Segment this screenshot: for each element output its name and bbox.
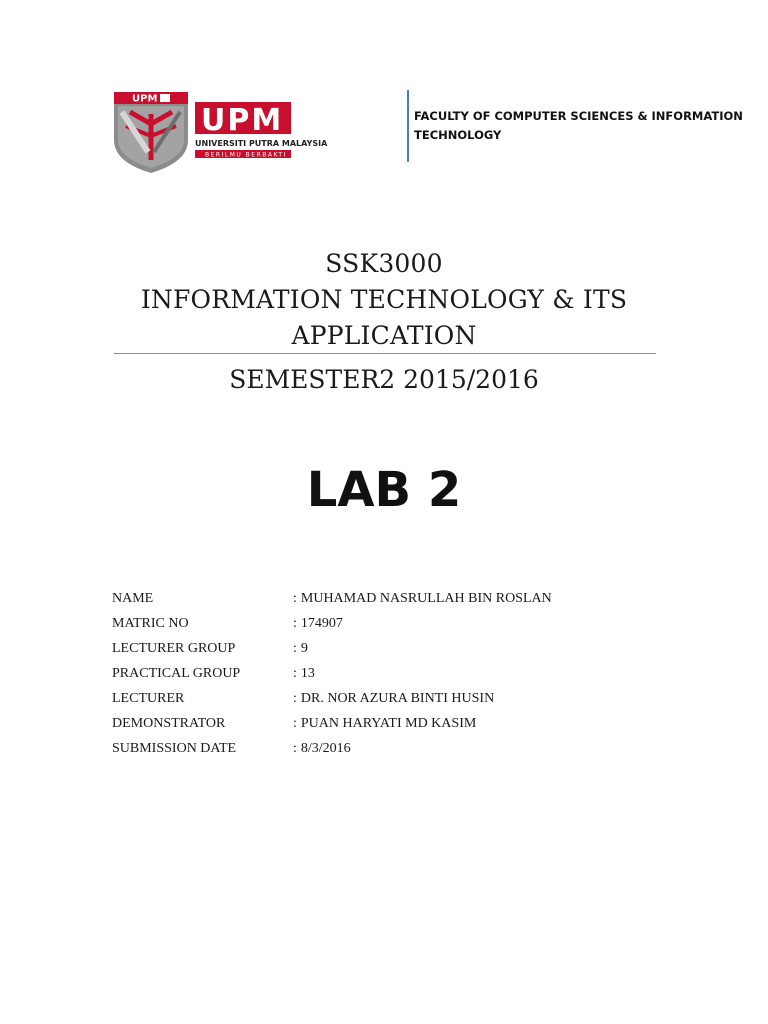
- header: [112, 90, 743, 174]
- info-value: 8/3/2016: [300, 740, 351, 756]
- info-separator: :: [293, 690, 297, 706]
- info-value: MUHAMAD NASRULLAH BIN ROSLAN: [300, 590, 552, 606]
- info-row-name: [112, 586, 632, 611]
- semester: SEMESTER2 2015/2016: [229, 365, 539, 394]
- info-label: MATRIC NO: [112, 615, 189, 631]
- faculty-name: [414, 107, 744, 145]
- info-row-matric: [112, 611, 632, 636]
- wordmark-text: UPM: [201, 103, 284, 138]
- info-separator: :: [293, 740, 297, 756]
- info-label: NAME: [112, 590, 154, 606]
- course-name-line-1: INFORMATION TECHNOLOGY & ITS: [140, 285, 628, 314]
- info-separator: :: [293, 615, 297, 631]
- info-label: LECTURER GROUP: [112, 640, 236, 656]
- info-row-lecturer: [112, 686, 632, 711]
- info-row-practical-group: [112, 661, 632, 686]
- info-row-lecturer-group: [112, 636, 632, 661]
- title-block: [114, 246, 654, 354]
- title-divider: [114, 353, 656, 354]
- info-separator: :: [293, 715, 297, 731]
- student-info: [112, 586, 632, 761]
- info-row-submission-date: [112, 736, 632, 761]
- info-value: 174907: [300, 615, 343, 631]
- info-value: 13: [300, 665, 315, 681]
- info-label: LECTURER: [112, 690, 185, 706]
- university-name: UNIVERSITI PUTRA MALAYSIA: [195, 139, 328, 148]
- upm-crest-logo: [112, 90, 190, 174]
- course-code: SSK3000: [325, 249, 443, 278]
- info-label: DEMONSTRATOR: [112, 715, 226, 731]
- header-divider: [407, 90, 409, 162]
- info-label: PRACTICAL GROUP: [112, 665, 241, 681]
- info-value: PUAN HARYATI MD KASIM: [300, 715, 477, 731]
- info-separator: :: [293, 665, 297, 681]
- info-label: SUBMISSION DATE: [112, 740, 237, 756]
- info-separator: :: [293, 640, 297, 656]
- info-value: DR. NOR AZURA BINTI HUSIN: [300, 690, 495, 706]
- lab-title: LAB 2: [306, 462, 462, 518]
- faculty-line-2: TECHNOLOGY: [414, 128, 502, 142]
- crest-text: UPM: [132, 93, 158, 105]
- course-name-line-2: APPLICATION: [291, 321, 477, 350]
- upm-wordmark-logo: [195, 98, 405, 166]
- motto: BERILMU BERBAKTI: [205, 151, 287, 159]
- info-value: 9: [300, 640, 308, 656]
- faculty-line-1: FACULTY OF COMPUTER SCIENCES & INFORMATION: [414, 109, 743, 123]
- info-separator: :: [293, 590, 297, 606]
- info-row-demonstrator: [112, 711, 632, 736]
